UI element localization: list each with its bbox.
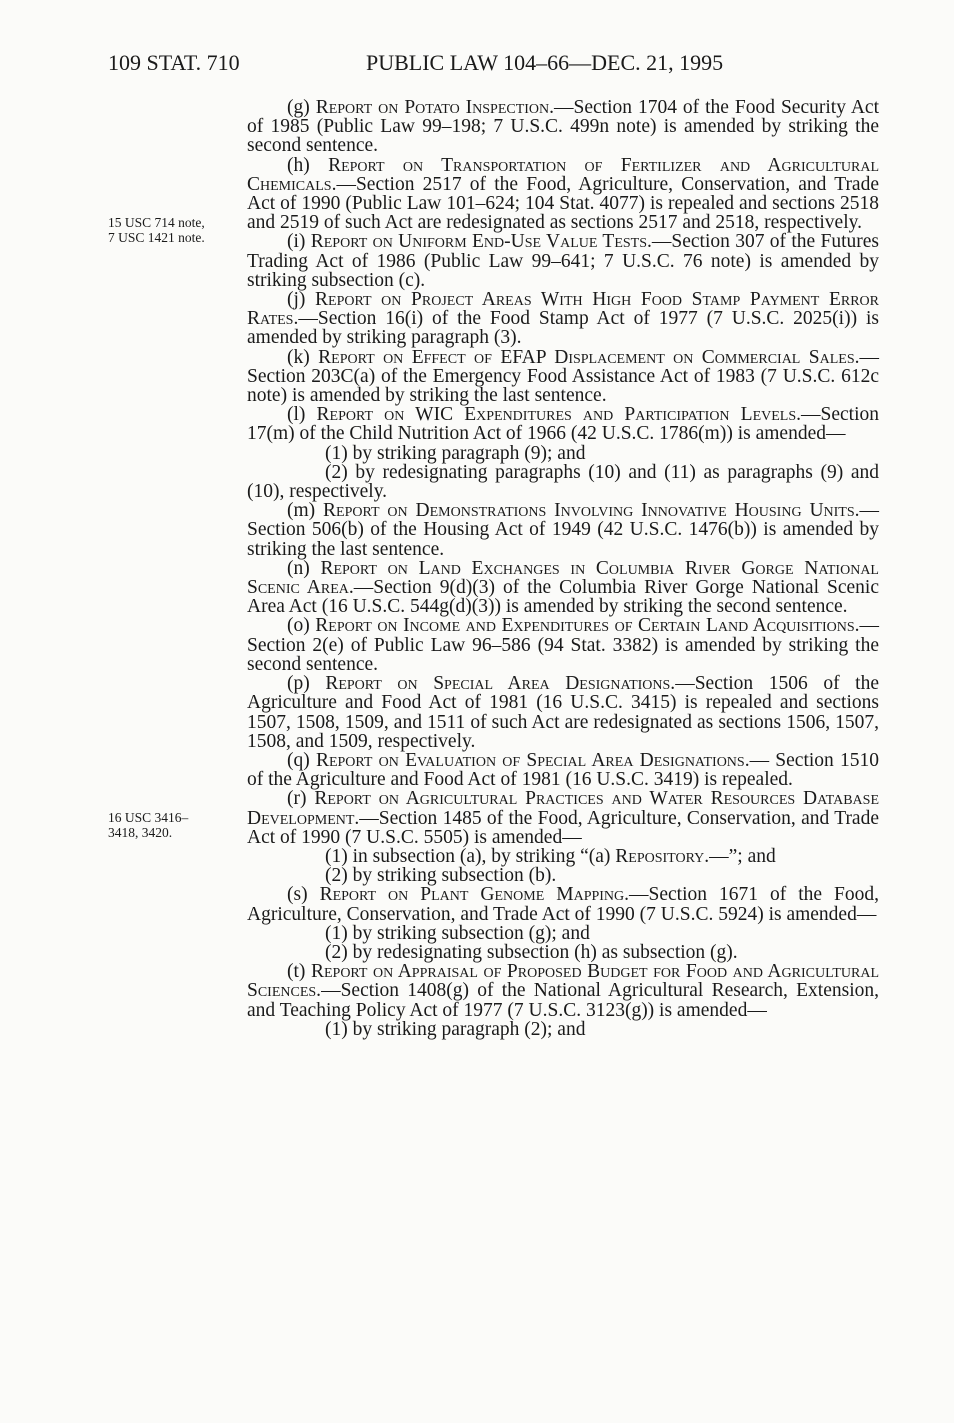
paragraph-text: —Section 1704 of the Food Security Act of 1985 (Public Law 99–198; 7 U.S.C. 499n note) is amended by striking the second sentence. bbox=[247, 97, 879, 157]
paragraph-label: (h) bbox=[287, 154, 329, 176]
paragraph-text: —Section 307 of the Futures Trading Act of 1986 (Public Law 99–641; 7 U.S.C. 76 note) is amended by striking subsection (c). bbox=[247, 231, 880, 291]
paragraph-text: — Section 1510 of the Agriculture and Food Act of 1981 (16 U.S.C. 3419) is repealed. bbox=[247, 749, 879, 791]
paragraph-text: —Section 203C(a) of the Emergency Food Assistance Act of 1983 (7 U.S.C. 612c note) is amended by striking the last sentence. bbox=[247, 346, 879, 407]
margin-note-1 bbox=[108, 215, 246, 245]
paragraph-heading: Report on Potato Inspection. bbox=[315, 97, 555, 118]
margin-note-line: 3418, 3420. bbox=[108, 825, 173, 840]
paragraph-n bbox=[247, 559, 879, 617]
paragraph-h bbox=[247, 156, 879, 233]
paragraph-heading: Report on Income and Expenditures of Certain Land Acquisitions. bbox=[315, 615, 860, 637]
margin-note-line: 16 USC 3416– bbox=[108, 810, 189, 825]
paragraph-heading: Report on Appraisal of Proposed Budget for Food and Agricultural Sciences. bbox=[247, 961, 880, 1002]
paragraph-text: —Section 1408(g) of the National Agricultural Research, Extension, and Teaching Policy Act of 1977 (7 U.S.C. 3123(g)) is amended— bbox=[247, 980, 879, 1021]
paragraph-j bbox=[247, 290, 879, 348]
subparagraph-text: —”; and bbox=[709, 845, 776, 867]
subparagraph-l2: (2) by redesignating paragraphs (10) and (11) as paragraphs (9) and (10), respectively. bbox=[247, 461, 879, 503]
paragraph-k bbox=[247, 348, 879, 406]
subparagraph-heading: Repository. bbox=[615, 845, 710, 867]
paragraph-q bbox=[247, 751, 879, 789]
paragraph-label: (l) bbox=[287, 404, 317, 426]
paragraph-l bbox=[247, 405, 879, 443]
paragraph-t bbox=[247, 962, 879, 1020]
paragraph-label: (j) bbox=[287, 289, 316, 311]
document-body bbox=[247, 98, 879, 1039]
paragraph-s bbox=[247, 885, 879, 923]
paragraph-m bbox=[247, 501, 879, 559]
subparagraph-s2: (2) by redesignating subsection (h) as subsection (g). bbox=[325, 941, 738, 963]
paragraph-heading: Report on Agricultural Practices and Water Resources Database Development. bbox=[247, 788, 880, 829]
paragraph-heading: Report on Project Areas With High Food Stamp Payment Error Rates. bbox=[247, 289, 880, 330]
paragraph-text: —Section 9(d)(3) of the Columbia River Gorge National Scenic Area Act (16 U.S.C. 544g(d)(3)) is amended by striking the second sentence. bbox=[247, 577, 879, 618]
paragraph-heading: Report on Demonstrations Involving Innovative Housing Units. bbox=[323, 500, 860, 522]
paragraph-text: —Section 506(b) of the Housing Act of 1949 (42 U.S.C. 1476(b)) is amended by striking the last sentence. bbox=[247, 500, 880, 560]
paragraph-text: —Section 2517 of the Food, Agriculture, Conservation, and Trade Act of 1990 (Public Law 101–624; 104 Stat. 4077) is repealed and sections 2518 and 2519 of such Act are redesignated as sections 2517 and 2518, respectively. bbox=[247, 173, 879, 234]
paragraph-label: (t) bbox=[287, 961, 311, 983]
paragraph-label: (g) bbox=[287, 97, 316, 118]
margin-note-line: 15 USC 714 note, bbox=[108, 215, 205, 230]
subparagraph-l1: (1) by striking paragraph (9); and bbox=[325, 442, 586, 464]
paragraph-text: —Section 1671 of the Food, Agriculture, Conservation, and Trade Act of 1990 (7 U.S.C. 5924) is amended— bbox=[247, 884, 879, 925]
paragraph-text: —Section 17(m) of the Child Nutrition Act of 1966 (42 U.S.C. 1786(m)) is amended— bbox=[247, 404, 880, 445]
paragraph-heading: Report on Uniform End-Use Value Tests. bbox=[310, 231, 652, 253]
paragraph-label: (n) bbox=[287, 557, 321, 579]
paragraph-label: (r) bbox=[287, 788, 315, 810]
margin-note-line: 7 USC 1421 note. bbox=[108, 230, 205, 245]
paragraph-heading: Report on Plant Genome Mapping. bbox=[319, 884, 630, 906]
paragraph-heading: Report on Special Area Designations. bbox=[325, 673, 676, 695]
subparagraph-text: (1) in subsection (a), by striking “(a) bbox=[325, 845, 616, 867]
paragraph-text: —Section 16(i) of the Food Stamp Act of 1977 (7 U.S.C. 2025(i)) is amended by striking paragraph (3). bbox=[247, 308, 879, 349]
paragraph-heading: Report on Land Exchanges in Columbia River Gorge National Scenic Area. bbox=[247, 557, 879, 599]
subparagraph-r1 bbox=[247, 847, 879, 866]
paragraph-label: (s) bbox=[287, 884, 320, 906]
page-header bbox=[108, 48, 888, 78]
subparagraph-s1: (1) by striking subsection (g); and bbox=[325, 922, 590, 944]
paragraph-heading: Report on Transportation of Fertilizer and Agricultural Chemicals. bbox=[247, 154, 879, 195]
page-stat-number: 109 STAT. 710 bbox=[108, 50, 240, 75]
paragraph-i bbox=[247, 232, 879, 290]
paragraph-label: (m) bbox=[287, 500, 324, 522]
paragraph-label: (k) bbox=[287, 346, 319, 368]
public-law-title: PUBLIC LAW 104–66—DEC. 21, 1995 bbox=[366, 50, 724, 75]
paragraph-heading: Report on WIC Expenditures and Participation Levels. bbox=[316, 404, 802, 426]
paragraph-r bbox=[247, 789, 879, 847]
paragraph-text: —Section 1506 of the Agriculture and Food Act of 1981 (16 U.S.C. 3415) is repealed and sections 1507, 1508, 1509, and 1511 of such Act are redesignated as sections 1506, 1507, 1508, and 1509, respectively. bbox=[247, 673, 879, 752]
subparagraph-r2: (2) by striking subsection (b). bbox=[325, 865, 557, 887]
paragraph-text: —Section 1485 of the Food, Agriculture, Conservation, and Trade Act of 1990 (7 U.S.C. 5505) is amended— bbox=[247, 807, 879, 848]
paragraph-o bbox=[247, 616, 879, 674]
paragraph-g bbox=[247, 98, 879, 156]
margin-note-2 bbox=[108, 810, 246, 840]
paragraph-label: (p) bbox=[287, 673, 326, 695]
paragraph-label: (i) bbox=[287, 231, 311, 253]
subparagraph-t1: (1) by striking paragraph (2); and bbox=[325, 1018, 586, 1040]
paragraph-p bbox=[247, 674, 879, 751]
paragraph-label: (q) bbox=[287, 749, 316, 771]
paragraph-heading: Report on Effect of EFAP Displacement on Commercial Sales. bbox=[318, 346, 860, 368]
paragraph-text: —Section 2(e) of Public Law 96–586 (94 Stat. 3382) is amended by striking the second sentence. bbox=[247, 615, 879, 675]
paragraph-label: (o) bbox=[287, 615, 316, 637]
paragraph-heading: Report on Evaluation of Special Area Designations. bbox=[315, 749, 750, 771]
